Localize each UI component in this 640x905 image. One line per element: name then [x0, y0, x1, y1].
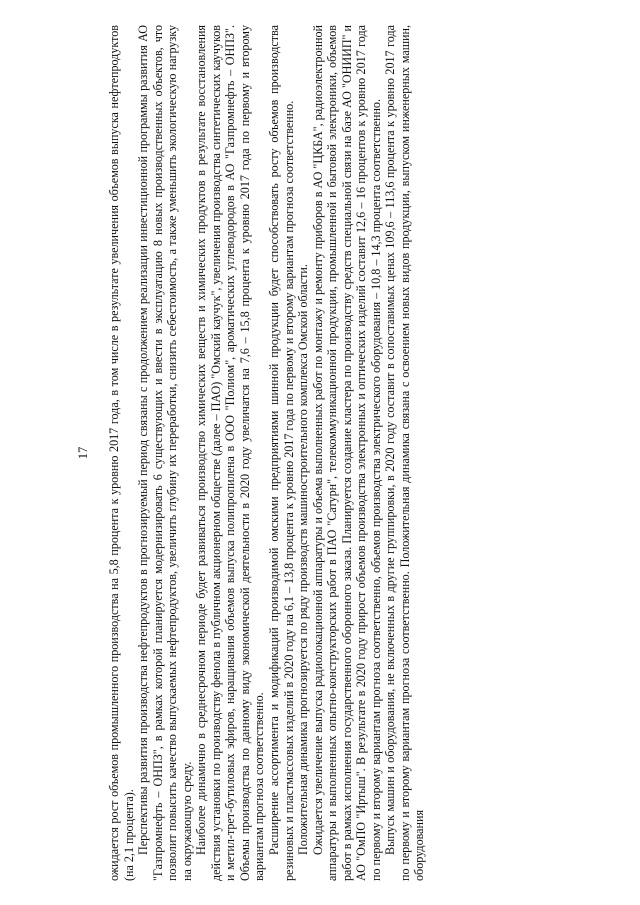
paragraph: Расширение ассортимента и модификаций производимой омскими предприятиями шинной продукции будет способствовать росту объемов производства резиновых и пластмассовых изделий в 2020 году на 6,1 – 13,8 процента к уровню 2017 года по первому и второму вариантам прогноза соответственно. [267, 24, 296, 881]
paragraph: Наиболее динамично в среднесрочном периоде будет развиваться производство химических веществ и химических продуктов в результате восстановления действия установки по производству фенола в публичном акционерном обществе (далее – ПАО) "Омский каучук", увеличения производства синтетических каучуков и метил-трет-бутиловых эфиров, наращивания объемов выпуска полипропилена в ООО "Полиом", ароматических углеводородов в АО "Газпромнефть – ОНПЗ". Объемы производства по данному виду экономической деятельности в 2020 году увеличатся на 7,6 – 15,8 процента к уровню 2017 года по первому и второму вариантам прогноза соответственно. [194, 24, 267, 881]
rotated-text-block [76, 25, 564, 881]
body-text [107, 25, 427, 881]
paragraph: Выпуск машин и оборудования, не включенных в другие группировки, в 2020 году составит в сопоставимых ценах 109,6 – 113,6 процента к уровню 2017 года по первому и второму вариантам прогноза соответственно. Положительная динамика связана с освоением новых видов продукции, выпуском инженерных машин, оборудования [383, 24, 427, 881]
paragraph: Перспективы развития производства нефтепродуктов в прогнозируемый период связаны с продолжением реализации инвестиционной программы развития АО "Газпромнефть – ОНПЗ", в рамках которой планируется модернизировать 6 существующих и ввести в эксплуатацию 8 новых производственных объектов, что позволит повысить качество выпускаемых нефтепродуктов, увеличить глубину их переработки, снизить себестоимость, а также уменьшить экологическую нагрузку на окружающую среду. [136, 24, 194, 881]
paragraph: ожидается рост объемов промышленного производства на 5,8 процента к уровню 2017 года, в том числе в результате увеличения объемов выпуска нефтепродуктов (на 2,1 процента). [107, 24, 136, 881]
page-number: 17 [76, 446, 90, 459]
paragraph: Ожидается увеличение выпуска радиолокационной аппаратуры и объема выполненных работ по монтажу и ремонту приборов в АО "ЦКБА", радиоэлектронной аппаратуры и выполненных опытно-конструкторских работ в ПАО "Сатурн", телекоммуникационной продукции, промышленной и бытовой электроники, объемов работ в рамках исполнения государственного оборонного заказа. Планируется создание кластера по производству средств специальной связи на базе АО "ОНИИП" и АО "ОмПО "Иртыш". В результате в 2020 году прирост объемов производства электронных и оптических изделий составит 12,6 – 16 процентов к уровню 2017 года по первому и второму вариантам прогноза соответственно, объемов производства электрического оборудования – 10,8 – 14,3 процента соответственно. [310, 24, 383, 881]
paragraph: Положительная динамика прогнозируется по ряду производств машиностроительного комплекса Омской области. [296, 263, 311, 855]
